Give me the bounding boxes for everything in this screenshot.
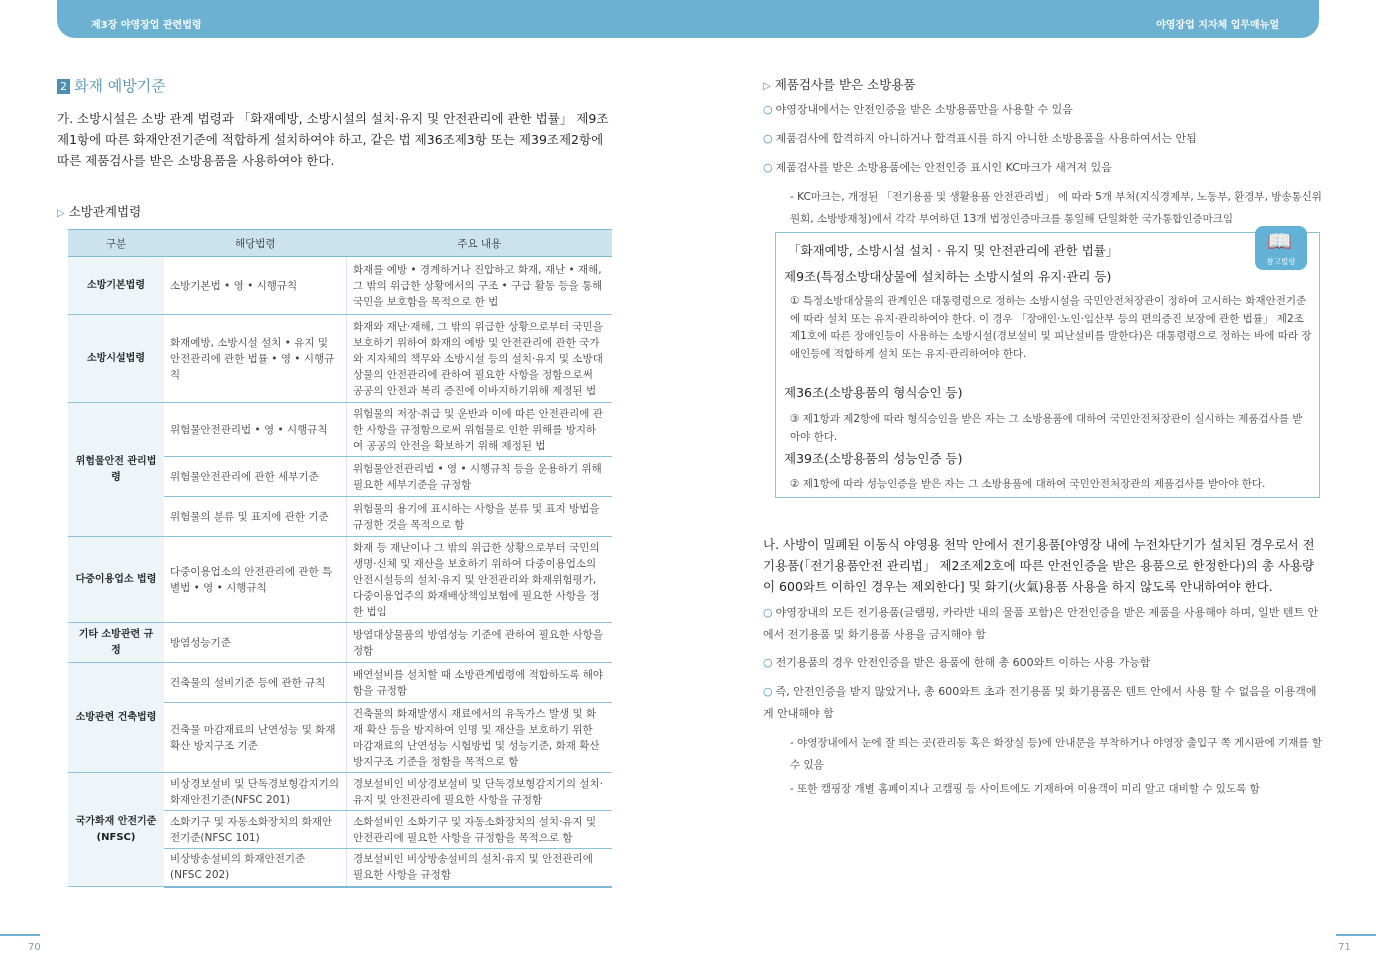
law-cell: 소화기구 및 자동소화장치의 화재안전기준(NFSC 101) [164, 811, 347, 849]
product-subtitle [763, 75, 915, 93]
circle-bullet-icon: ○ [763, 103, 773, 116]
article-9-text: ① 특정소방대상물의 관계인은 대통령령으로 정하는 소방시설을 국민안전처장관이 정하여 고시하는 화재안전기준에 따라 설치 또는 유지·관리하여야 한다. 이 경우 「장애인·노인·임산부 등의 편의증진 보장에 관한 법률」 제2조제1호에 따른 장애인등이 사용하는 소방시설(경보설비 및 피난설비를 말한다)은 대통령령으로 정하는 바에 따라 장애인등에 적합하게 설치 또는 유지·관리하여야 한다. [790, 295, 1312, 360]
content-cell: 소화설비인 소화기구 및 자동소화장치의 설치·유지 및 안전관리에 필요한 사항을 규정함을 목적으로 함 [347, 811, 613, 849]
category-cell: 소방관련 건축법령 [68, 663, 164, 773]
category-cell: 다중이용업소 법령 [68, 537, 164, 623]
category-cell: 소방시설법령 [68, 315, 164, 403]
law-cell: 방염성능기준 [164, 623, 347, 663]
category-cell: 국가화재 안전기준 (NFSC) [68, 773, 164, 887]
circle-bullet-icon: ○ [763, 656, 773, 669]
bullet-item [763, 99, 1323, 121]
bullet-text: 즉, 안전인증을 받지 않았거나, 총 600와트 초과 전기용품 및 화기용품은 텐트 안에서 사용 할 수 없음을 이용객에게 안내해야 함 [763, 685, 1317, 720]
bullet-text: 야영장내에서는 안전인증을 받은 소방용품만을 사용할 수 있음 [775, 103, 1073, 116]
law-cell: 다중이용업소의 안전관리에 관한 특별법 • 영 • 시행규칙 [164, 537, 347, 623]
circle-bullet-icon: ○ [763, 132, 773, 145]
table-row [68, 663, 612, 703]
law-subtitle [57, 202, 141, 220]
content-cell: 화재와 재난·재해, 그 밖의 위급한 상황으로부터 국민을 보호하기 위하여 화재의 예방 및 안전관리에 관한 국가와 지자체의 책무와 소방시설 등의 설치·유지 및 소방대상물의 안전관리에 관하여 필요한 사항을 정함으로써 공공의 안전과 복리 증진에 이바지하기위해 제정된 법 [347, 315, 613, 403]
triangle-icon: ▷ [57, 208, 65, 219]
article-36-title: 제36조(소방용품의 형식승인 등) [784, 385, 963, 400]
section-title: 화재 예방기준 [74, 77, 166, 95]
bullet-text: 야영장내의 모든 전기용품(글램핑, 카라반 내의 물품 포함)은 안전인증을 받은 제품을 사용해야 하며, 일반 텐트 안에서 전기용품 및 화기용품 사용을 금지해야 함 [763, 606, 1319, 641]
content-cell: 방염대상물품의 방염성능 기준에 관하여 필요한 사항을 정함 [347, 623, 613, 663]
law-cell: 건축물 마감재료의 난연성능 및 화재 확산 방지구조 기준 [164, 703, 347, 773]
table-row [68, 623, 612, 663]
reference-badge [1255, 226, 1307, 270]
triangle-icon: ▷ [763, 81, 771, 92]
content-cell: 위험물의 저장·취급 및 운반과 이에 따른 안전관리에 관한 사항을 규정함으로써 위험물로 인한 위해를 방지하여 공공의 안전을 확보하기 위해 제정된 법 [347, 403, 613, 457]
section-heading [57, 75, 166, 96]
table-row [68, 257, 612, 315]
header-law: 해당법령 [164, 230, 347, 257]
article-9-title: 제9조(특정소방대상물에 설치하는 소방시설의 유지·관리 등) [784, 269, 1112, 284]
table-row [68, 773, 612, 811]
law-cell: 비상방송설비의 화재안전기준 (NFSC 202) [164, 849, 347, 887]
kc-note: - KC마크는, 개정된 「전기용품 및 생활용품 안전관리법」 에 따라 5개 부처(지식경제부, 노동부, 환경부, 방송통신위원회, 소방방재청)에서 각각 부여하던 13개 법정인증마크를 통일해 단일화한 국가통합인증마크임 [790, 191, 1322, 225]
page-number-left: 70 [28, 942, 41, 953]
law-cell: 화재예방, 소방시설 설치 • 유지 및 안전관리에 관한 법률 • 영 • 시행규칙 [164, 315, 347, 403]
content-cell: 화재 등 재난이나 그 밖의 위급한 상황으로부터 국민의 생명·신체 및 재산을 보호하기 위하여 다중이용업소의 안전시설등의 설치·유지 및 안전관리와 화재위험평가, 다중이용업주의 화재배상책임보험에 필요한 사항을 정한 법임 [347, 537, 613, 623]
table-row [68, 315, 612, 403]
footer-line-left [0, 934, 40, 936]
law-cell: 소방기본법 • 영 • 시행규칙 [164, 257, 347, 315]
bullet-item [763, 128, 1323, 150]
law-cell: 위험물안전관리법 • 영 • 시행규칙 [164, 403, 347, 457]
page-header [57, 0, 1319, 38]
circle-bullet-icon: ○ [763, 161, 773, 174]
law-cell: 비상경보설비 및 단독경보형감지기의 화재안전기준(NFSC 201) [164, 773, 347, 811]
paragraph-b: 나. 사방이 밀폐된 이동식 야영용 천막 안에서 전기용품[야영장 내에 누전차단기가 설치된 경우로서 전기용품(「전기용품안전 관리법」 제2조제2호에 따른 안전인증을 받은 용품으로 한정한다)의 총 사용량이 600와트 이하인 경우는 제외한다] 및 화기(火氣)용품 사용을 하지 않도록 안내하여야 한다. [763, 537, 1315, 594]
bullet-text: 전기용품의 경우 안전인증을 받은 용품에 한해 총 600와트 이하는 사용 가능함 [775, 656, 1151, 669]
bullet-text: 제품검사에 합격하지 아니하거나 합격표시를 하지 아니한 소방용품을 사용하여서는 안됨 [775, 132, 1197, 145]
content-cell: 위험물안전관리법 • 영 • 시행규칙 등을 운용하기 위해 필요한 세부기준을 규정함 [347, 457, 613, 497]
content-cell: 경보설비인 비상방송설비의 설치·유지 및 안전관리에 필요한 사항을 규정함 [347, 849, 613, 887]
circle-bullet-icon: ○ [763, 685, 773, 698]
category-cell: 위험물안전 관리법령 [68, 403, 164, 537]
dash-item: - 또한 캠핑장 개별 홈페이지나 고캠핑 등 사이트에도 기재하여 이용객이 미리 알고 대비할 수 있도록 함 [790, 783, 1260, 795]
content-cell: 배연설비를 설치할 때 소방관계법령에 적합하도록 해야 함을 규정함 [347, 663, 613, 703]
bullet-item [763, 157, 1323, 179]
bullet-item [763, 602, 1323, 646]
table-row [68, 537, 612, 623]
table-header-row [68, 230, 612, 257]
chapter-title: 제3장 야영장업 관련법령 [91, 20, 202, 31]
dash-item: - 야영장내에서 눈에 잘 띄는 곳(관리동 혹은 화장실 등)에 안내문을 부착하거나 야영장 출입구 쪽 게시판에 기재를 할 수 있음 [790, 737, 1322, 771]
bullet-text: 제품검사를 받은 소방용품에는 안전인증 표시인 KC마크가 새겨져 있음 [775, 161, 1112, 174]
badge-label: 참고법령 [1266, 257, 1296, 266]
page-number-right: 71 [1338, 942, 1351, 953]
circle-bullet-icon: ○ [763, 606, 773, 619]
section-number: 2 [57, 79, 70, 94]
content-cell: 위험물의 용기에 표시하는 사항을 분류 및 표지 방법을 규정한 것을 목적으로 함 [347, 497, 613, 537]
content-cell: 화재를 예방 • 경계하거나 진압하고 화재, 재난 • 재해, 그 밖의 위급한 상황에서의 구조 • 구급 활동 등을 통해 국민을 보호함을 목적으로 한 법 [347, 257, 613, 315]
article-39-title: 제39조(소방용품의 성능인증 등) [784, 451, 963, 466]
law-table [68, 229, 612, 888]
header-category: 구분 [68, 230, 164, 257]
law-box-title: 「화재예방, 소방시설 설치 · 유지 및 안전관리에 관한 법률」 [788, 243, 1119, 258]
manual-title: 야영장업 지자체 업무매뉴얼 [1156, 20, 1279, 31]
category-cell: 소방기본법령 [68, 257, 164, 315]
reference-law-box [775, 229, 1320, 498]
product-subtitle-text: 제품검사를 받은 소방용품 [774, 77, 916, 92]
content-cell: 경보설비인 비상경보설비 및 단독경보형감지기의 설치·유지 및 안전관리에 필요한 사항을 규정함 [347, 773, 613, 811]
table-row [68, 403, 612, 457]
law-subtitle-text: 소방관계법령 [68, 204, 142, 219]
content-cell: 건축물의 화재발생시 재료에서의 유독가스 발생 및 화재 확산 등을 방지하여 인명 및 재산을 보호하기 위한 마감재료의 난연성능 시험방법 및 성능기준, 화재 확산 방지구조 기준을 정함을 목적으로 함 [347, 703, 613, 773]
law-cell: 위험물안전관리에 관한 세부기준 [164, 457, 347, 497]
article-39-text: ② 제1항에 따라 성능인증을 받은 자는 그 소방용품에 대하여 국민안전처장관의 제품검사를 받아야 한다. [790, 478, 1266, 490]
footer-line-right [1336, 934, 1376, 936]
book-icon: 📖 [1267, 229, 1292, 253]
bullet-item [763, 681, 1323, 725]
category-cell: 기타 소방관련 규정 [68, 623, 164, 663]
bullet-item [763, 652, 1323, 674]
intro-paragraph: 가. 소방시설은 소방 관계 법령과 「화재예방, 소방시설의 설치·유지 및 안전관리에 관한 법률」 제9조제1항에 따른 화재안전기준에 적합하게 설치하여야 하고, 같은 법 제36조제3항 또는 제39조제2항에 따른 제품검사를 받은 소방용품을 사용하여야 한다. [57, 111, 609, 168]
law-cell: 위험물의 분류 및 표지에 관한 기준 [164, 497, 347, 537]
header-content: 주요 내용 [347, 230, 613, 257]
law-cell: 건축물의 설비기준 등에 관한 규칙 [164, 663, 347, 703]
article-36-text: ③ 제1항과 제2항에 따라 형식승인을 받은 자는 그 소방용품에 대하여 국민안전처장관이 실시하는 제품검사를 받아야 한다. [790, 413, 1303, 443]
